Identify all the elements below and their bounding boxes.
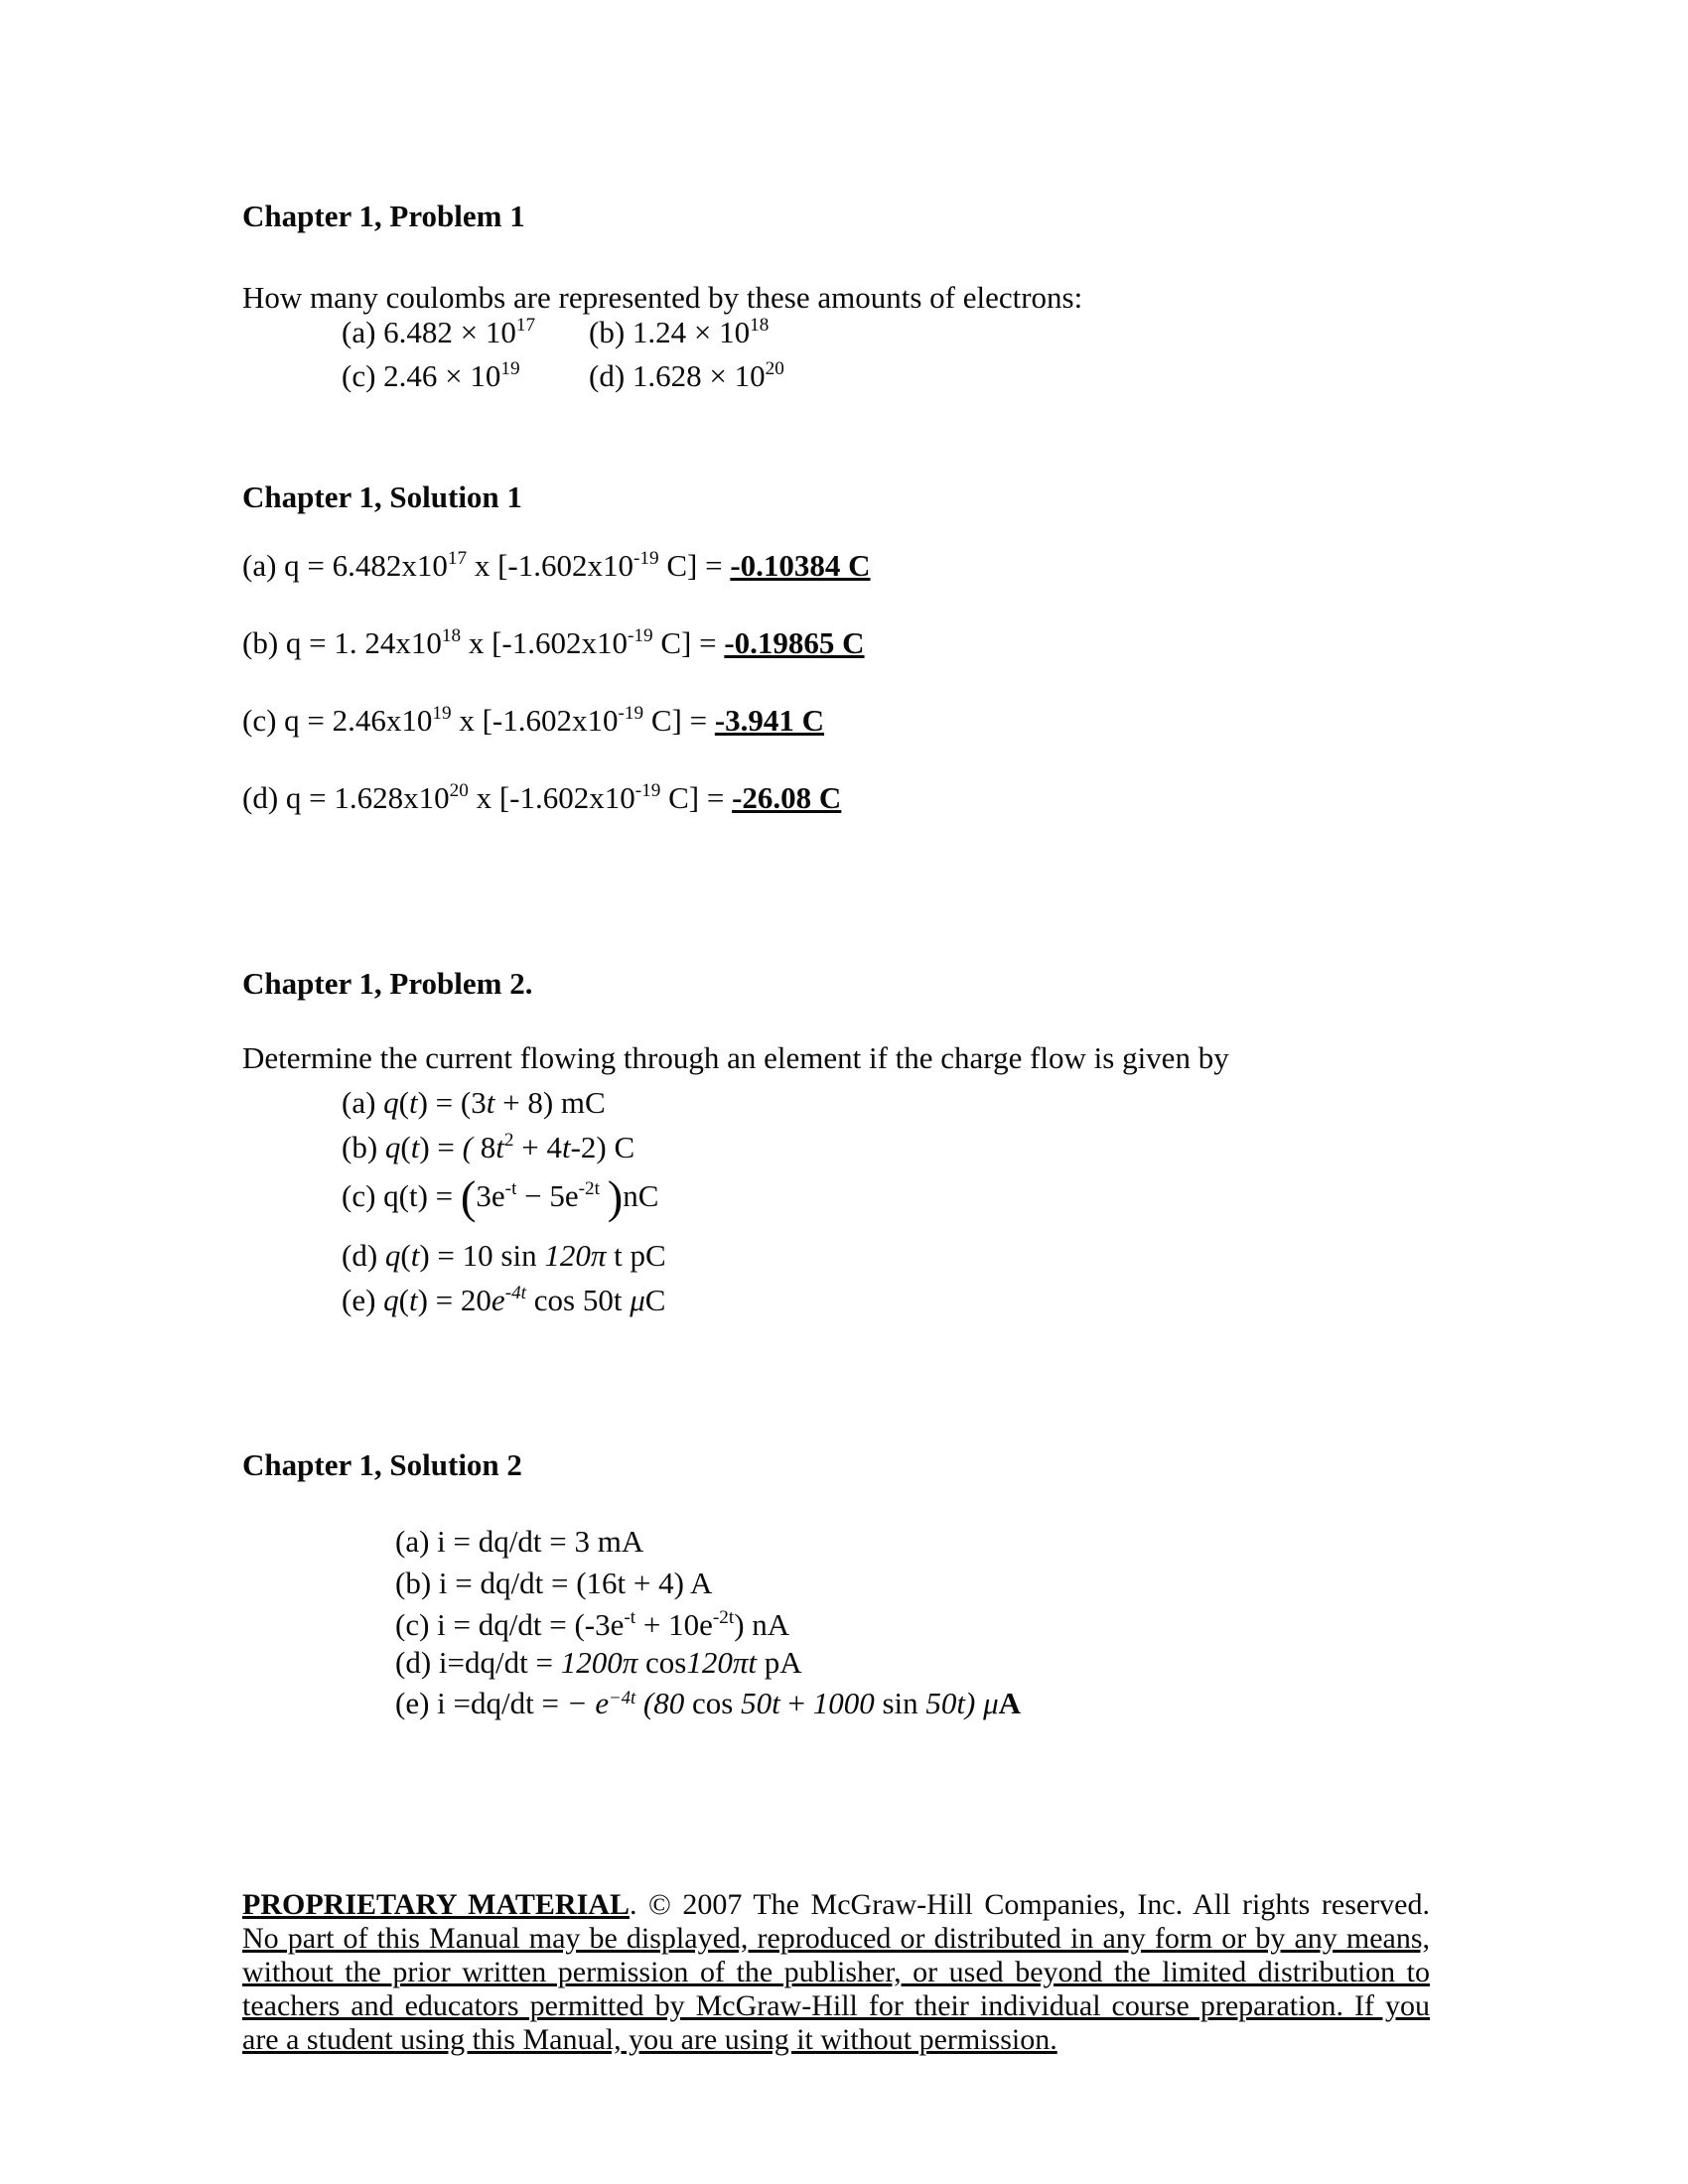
- problem1-option-b: (b) $1.24 \times 10^{18}$: [589, 315, 770, 349]
- problem2-option-b: (b) q(t) = ( $8t^2 + 4t-2$) C: [342, 1130, 635, 1164]
- solution1-line-b: (b) q = 1. $24x10^{18}$ x [$-1.602x10^{-19}$ C] = -0.19865 C: [242, 625, 865, 660]
- solution2-line-a: (a) i = dq/dt = 3 mA: [395, 1524, 644, 1559]
- problem1-intro: How many coulombs are represented by these amounts of electrons:: [242, 280, 1083, 315]
- solution1-line-d: (d) $q = 1.628x10^{20}$ x [$-1.602x10^{-19}$ C] = -26.08 C: [242, 780, 842, 815]
- problem2-option-e: (e) $q(t) = 20e^{-4t}$ cos 50t μC: [342, 1283, 666, 1317]
- copyright-notice: PROPRIETARY MATERIAL. © 2007 The McGraw-Hill Companies, Inc. All rights reserved. No part of this Manual may be displayed, reproduced or distributed in any form or by any means, without the prior written permission of the publisher, or used beyond the limited distribution to teachers and educators permitted by McGraw-Hill for their individual course preparation. If you are a student using this Manual, you are using it without permission.: [242, 1888, 1430, 2056]
- problem1-option-c: (c) $2.46 \times 10^{19}$: [342, 358, 520, 393]
- problem2-intro: Determine the current flowing through an element if the charge flow is given by: [242, 1040, 1229, 1075]
- solution1-line-c: (c) $q = 2.46x10^{19}$ x [$-1.602x10^{-19}$ C] = -3.941 C: [242, 703, 825, 738]
- solution2-heading: Chapter 1, Solution 2: [242, 1447, 522, 1482]
- solution2-line-e: (e) i =dq/dt = − $e^{-4t}$ (80 cos 50t + 1000 sin 50t) μA: [395, 1686, 1022, 1720]
- solution1-line-a: (a) $q = 6.482x10^{17}$ x [$-1.602x10^{-19}$ C] = -0.10384 C: [242, 548, 871, 583]
- problem1-heading: Chapter 1, Problem 1: [242, 199, 525, 233]
- problem2-option-c: (c) $q(t) = (3e^{-t} - 5e^{-2t}$ )nC: [342, 1172, 659, 1224]
- problem2-heading: Chapter 1, Problem 2.: [242, 966, 533, 1001]
- solution2-line-c: (c) $i = dq/dt = (-3e^{-t} + 10e^{-2t})$ nA: [395, 1607, 790, 1642]
- problem1-option-d: (d) $1.628 \times 10^{20}$: [589, 358, 784, 393]
- solution1-heading: Chapter 1, Solution 1: [242, 479, 522, 514]
- problem2-option-d: (d) q(t) = 10 sin 120π t pC: [342, 1238, 666, 1273]
- solution2-line-b: (b) i = dq/dt = (16t + 4) A: [395, 1566, 713, 1600]
- problem1-option-a: (a) $6.482 \times 10^{17}$: [342, 315, 536, 349]
- problem2-option-a: (a) q(t) = (3t + 8) mC: [342, 1085, 606, 1120]
- solution2-line-d: (d) i=dq/dt = 1200π cos120πt pA: [395, 1645, 802, 1680]
